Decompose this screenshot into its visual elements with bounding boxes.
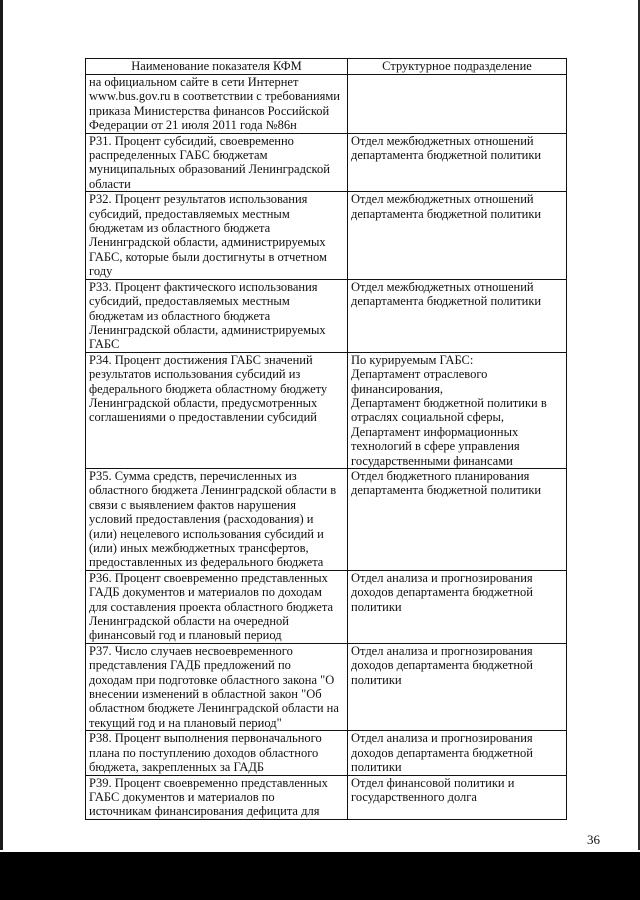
unit-text: Отдел анализа и прогнозирования доходов департамента бюджетной политики (351, 731, 533, 775)
unit-text: Отдел финансовой политики и государственного долга (351, 775, 515, 804)
indicator-text: Р38. Процент выполнения первоначального плана по поступлению доходов областного бюджета, закрепленных за ГАДБ (89, 731, 322, 775)
indicator-cell (86, 775, 348, 819)
unit-cell (348, 75, 567, 134)
unit-cell (348, 570, 567, 643)
indicator-text: Р36. Процент своевременно представленных ГАДБ документов и материалов по доходам для составления проекта областного бюджета Ленинградской области на очередной финансовый год и плановый период (89, 570, 333, 643)
unit-text: Отдел бюджетного планирования департамента бюджетной политики (351, 468, 542, 498)
table-row (86, 570, 567, 643)
scan-edge-left (0, 0, 3, 850)
unit-cell (348, 133, 567, 192)
unit-text: Отдел межбюджетных отношений департамента бюджетной политики (351, 133, 542, 163)
unit-cell (348, 192, 567, 279)
table-row (86, 731, 567, 775)
page-number: 36 (587, 832, 600, 847)
table-row (86, 75, 567, 134)
indicator-cell (86, 352, 348, 468)
indicator-cell (86, 75, 348, 134)
unit-cell (348, 775, 567, 819)
table-row (86, 133, 567, 192)
unit-cell (348, 731, 567, 775)
indicator-cell (86, 468, 348, 570)
unit-text: Отдел анализа и прогнозирования доходов департамента бюджетной политики (351, 570, 533, 614)
table-row (86, 352, 567, 468)
indicator-cell (86, 731, 348, 775)
indicator-text: Р37. Число случаев несвоевременного представления ГАДБ предложений по доходам при подготовке областного закона "О внесении изменений в областной закон "Об областном бюджете Ленинградской области на текущий год и на плановый период" (89, 643, 339, 730)
unit-cell (348, 279, 567, 352)
indicator-text: Р33. Процент фактического использования субсидий, предоставляемых местным бюджетам из областного бюджета Ленинградской области, администрируемых ГАБС (89, 279, 326, 352)
indicator-text: на официальном сайте в сети Интернет www.bus.gov.ru в соответствии с требованиями приказа Министерства финансов Российской Федерации от 21 июля 2011 года №86н (89, 75, 340, 133)
table-row (86, 279, 567, 352)
unit-cell (348, 643, 567, 730)
unit-text: Отдел анализа и прогнозирования доходов департамента бюджетной политики (351, 643, 533, 687)
scan-bottom-bar (0, 852, 640, 900)
indicator-text: Р31. Процент субсидий, своевременно распределенных ГАБС бюджетам муниципальных образований Ленинградской области (89, 133, 330, 191)
indicator-cell (86, 570, 348, 643)
column-header-indicator: Наименование показателя КФМ (86, 59, 348, 75)
unit-cell (348, 352, 567, 468)
table-header-row (86, 59, 567, 75)
indicator-text: Р39. Процент своевременно представленных ГАБС документов и материалов по источникам финансирования дефицита для (89, 775, 328, 819)
column-header-unit: Структурное подразделение (348, 59, 567, 75)
unit-text: Отдел межбюджетных отношений департамента бюджетной политики (351, 192, 542, 221)
unit-text: По курируемым ГАБС: Департамент отраслевого финансирования, Департамент бюджетной политики в отраслях социальной сферы, Департамент информационных технологий в сфере управления государственными финансами (351, 352, 547, 468)
indicator-table (85, 58, 567, 820)
table-row (86, 643, 567, 730)
indicator-cell (86, 643, 348, 730)
table-row (86, 775, 567, 819)
indicator-cell (86, 192, 348, 279)
table-row (86, 192, 567, 279)
indicator-text: Р34. Процент достижения ГАБС значений результатов использования субсидий из федерального бюджета областному бюджету Ленинградской области, предусмотренных соглашениями о предоставлении субсидий (89, 352, 328, 425)
indicator-cell (86, 279, 348, 352)
table-row (86, 468, 567, 570)
unit-cell (348, 468, 567, 570)
indicator-text: Р35. Сумма средств, перечисленных из областного бюджета Ленинградской области в связи с выявлением фактов нарушения условий предоставления (расходования) и (или) нецелевого использования субсидий и (или) иных межбюджетных трансфертов, предоставленных из федерального бюджета (89, 468, 337, 570)
indicator-text: Р32. Процент результатов использования субсидий, предоставляемых местным бюджетам из областного бюджета Ленинградской области, администрируемых ГАБС, которые были достигнуты в отчетном году (89, 192, 327, 279)
unit-text: Отдел межбюджетных отношений департамента бюджетной политики (351, 279, 542, 309)
indicator-cell (86, 133, 348, 192)
